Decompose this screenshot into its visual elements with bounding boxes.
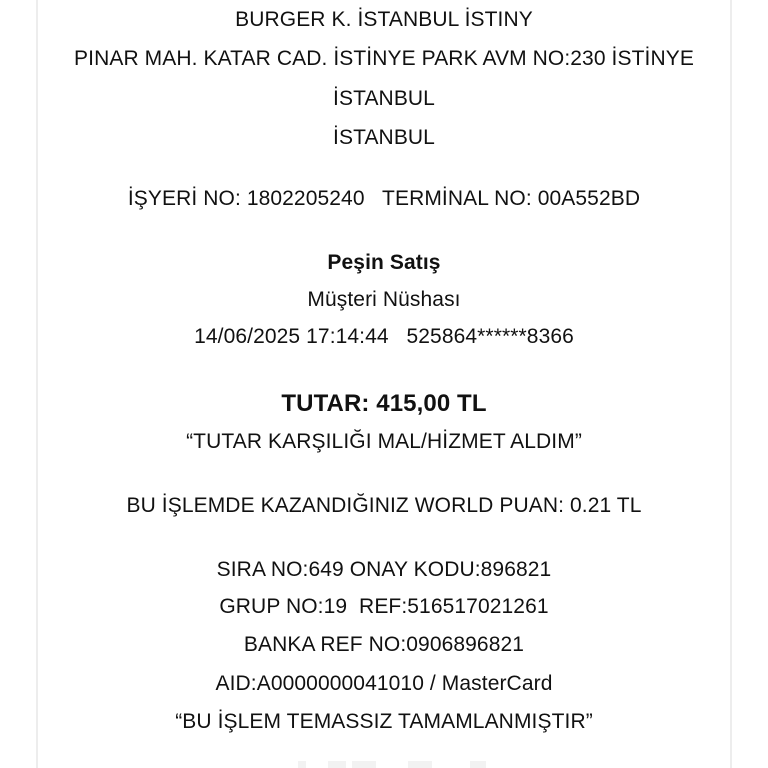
cropped-text-fragment bbox=[408, 761, 432, 768]
contactless-notice: “BU İŞLEM TEMASSIZ TAMAMLANMIŞTIR” bbox=[175, 710, 593, 733]
merchant-name: BURGER K. İSTANBUL İSTINY bbox=[235, 8, 533, 31]
sequence-approval: SIRA NO:649 ONAY KODU:896821 bbox=[216, 558, 552, 581]
aid-card-brand: AID:A0000000041010 / MasterCard bbox=[215, 672, 553, 695]
merchant-city: İSTANBUL bbox=[333, 126, 435, 149]
receipt-copy-label: Müşteri Nüshası bbox=[307, 288, 461, 311]
merchant-terminal-ids: İŞYERİ NO: 1802205240 TERMİNAL NO: 00A552BD bbox=[127, 187, 641, 210]
amount-total: TUTAR: 415,00 TL bbox=[281, 390, 487, 417]
cropped-text-fragment bbox=[352, 761, 376, 768]
cropped-text-fragment bbox=[298, 761, 306, 768]
transaction-datetime-card: 14/06/2025 17:14:44 525864******8366 bbox=[194, 325, 574, 348]
bank-reference: BANKA REF NO:0906896821 bbox=[243, 633, 525, 656]
amount-acknowledgement: “TUTAR KARŞILIĞI MAL/HİZMET ALDIM” bbox=[186, 430, 582, 453]
transaction-type: Peşin Satış bbox=[327, 251, 441, 274]
merchant-address-line2: İSTANBUL bbox=[333, 87, 435, 110]
cropped-text-fragment bbox=[470, 761, 486, 768]
world-points: BU İŞLEMDE KAZANDIĞINIZ WORLD PUAN: 0.21 TL bbox=[126, 494, 642, 517]
cropped-text-fragment bbox=[328, 761, 346, 768]
merchant-address-line1: PINAR MAH. KATAR CAD. İSTİNYE PARK AVM NO:230 İSTİNYE bbox=[74, 47, 694, 70]
group-reference: GRUP NO:19 REF:516517021261 bbox=[219, 595, 549, 618]
